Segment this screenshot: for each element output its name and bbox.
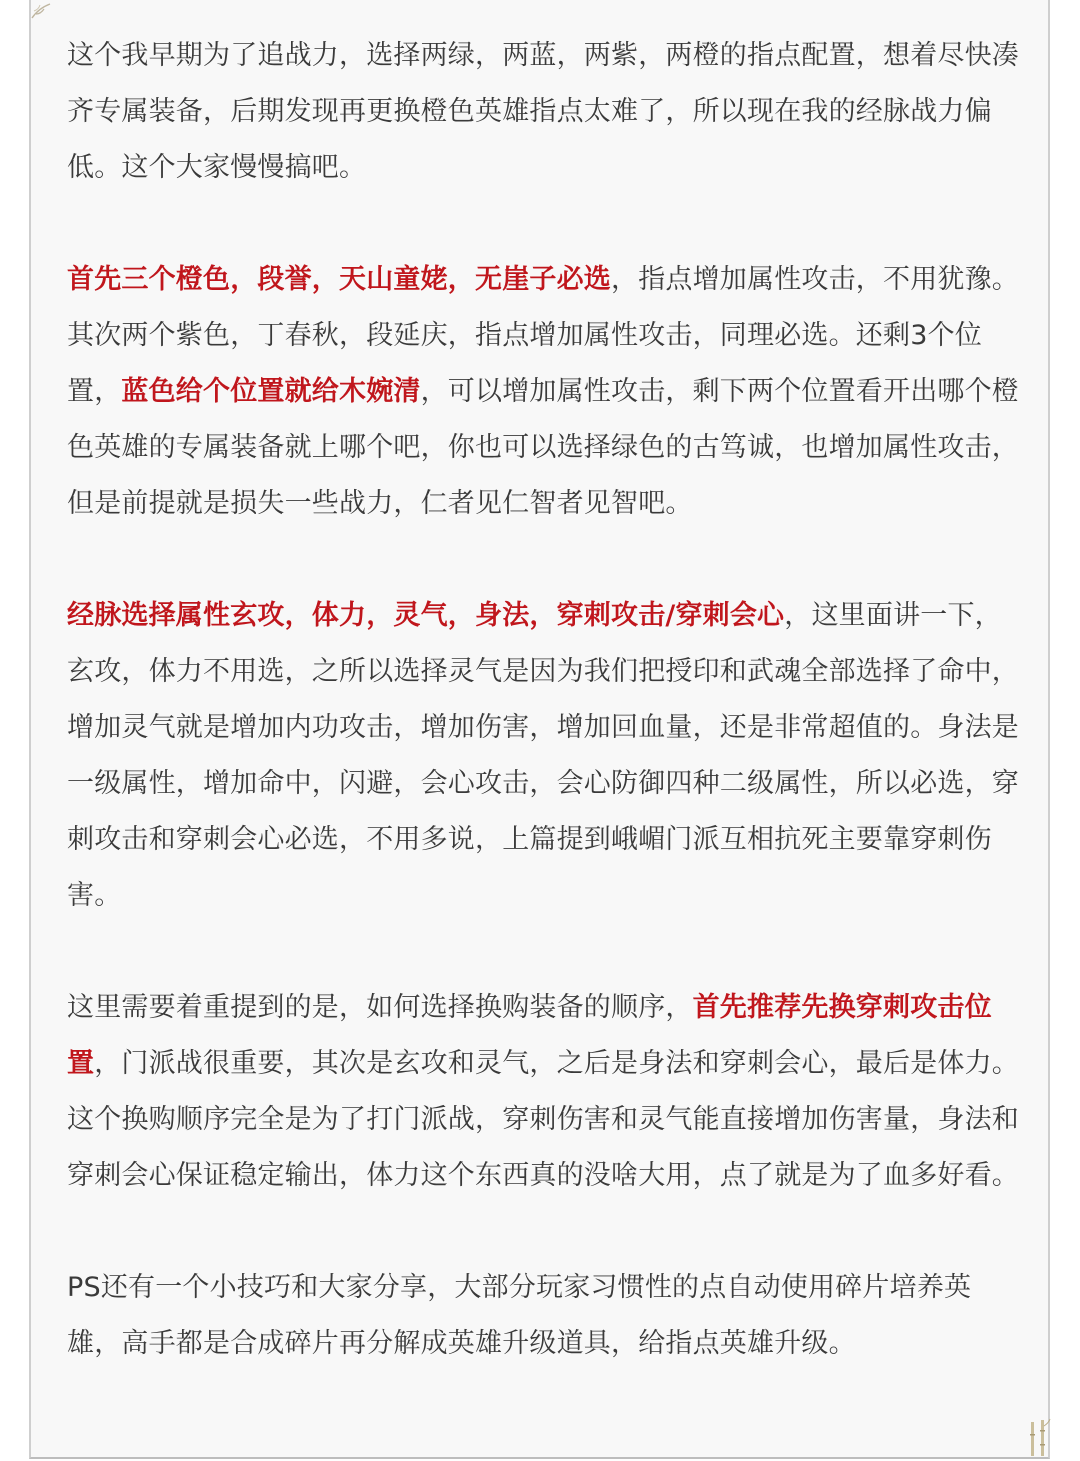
paragraph-5 xyxy=(67,1260,1023,1372)
highlight-segment: 经脉选择属性玄攻，体力，灵气，身法，穿刺攻击/穿刺会心 xyxy=(67,600,785,631)
text-segment: ，这里面讲一下，玄攻，体力不用选，之所以选择灵气是因为我们把授印和武魂全部选择了命中，增加灵气就是增加内功攻击，增加伤害，增加回血量，还是非常超值的。身法是一级属性，增加命中，闪避，会心攻击，会心防御四种二级属性，所以必选，穿刺攻击和穿刺会心必选，不用多说，上篇提到峨嵋门派互相抗死主要靠穿刺伤害。 xyxy=(67,600,1019,911)
text-segment: 这里需要着重提到的是，如何选择换购装备的顺序， xyxy=(67,992,693,1023)
text-segment: 这个我早期为了追战力，选择两绿，两蓝，两紫，两橙的指点配置，想着尽快凑齐专属装备，后期发现再更换橙色英雄指点太难了，所以现在我的经脉战力偏低。这个大家慢慢搞吧。 xyxy=(67,40,1019,183)
highlight-segment: 首先三个橙色，段誉，天山童姥，无崖子必选 xyxy=(67,264,611,295)
bamboo-leaf-ornament-icon xyxy=(30,2,52,20)
paragraph-2 xyxy=(67,252,1023,532)
paragraph-4 xyxy=(67,980,1023,1204)
highlight-segment: 首先推荐先换穿刺攻击位置 xyxy=(67,992,992,1079)
text-segment: ，指点增加属性攻击，不用犹豫。其次两个紫色，丁春秋，段延庆，指点增加属性攻击，同理必选。还剩3个位置， xyxy=(67,264,1019,407)
bamboo-stalk-ornament-icon xyxy=(1028,1418,1052,1458)
text-segment: PS还有一个小技巧和大家分享，大部分玩家习惯性的点自动使用碎片培养英雄，高手都是合成碎片再分解成英雄升级道具，给指点英雄升级。 xyxy=(67,1272,972,1359)
highlight-segment: 蓝色给个位置就给木婉清 xyxy=(121,376,421,407)
text-segment: ，门派战很重要，其次是玄攻和灵气，之后是身法和穿刺会心，最后是体力。这个换购顺序完全是为了打门派战，穿刺伤害和灵气能直接增加伤害量，身法和穿刺会心保证稳定输出，体力这个东西真的没啥大用，点了就是为了血多好看。 xyxy=(67,1048,1020,1191)
text-segment: ，可以增加属性攻击，剩下两个位置看开出哪个橙色英雄的专属装备就上哪个吧，你也可以选择绿色的古笃诚，也增加属性攻击，但是前提就是损失一些战力，仁者见仁智者见智吧。 xyxy=(67,376,1020,519)
paragraph-1 xyxy=(67,28,1023,196)
article-body xyxy=(67,28,1023,1372)
paragraph-3 xyxy=(67,588,1023,924)
